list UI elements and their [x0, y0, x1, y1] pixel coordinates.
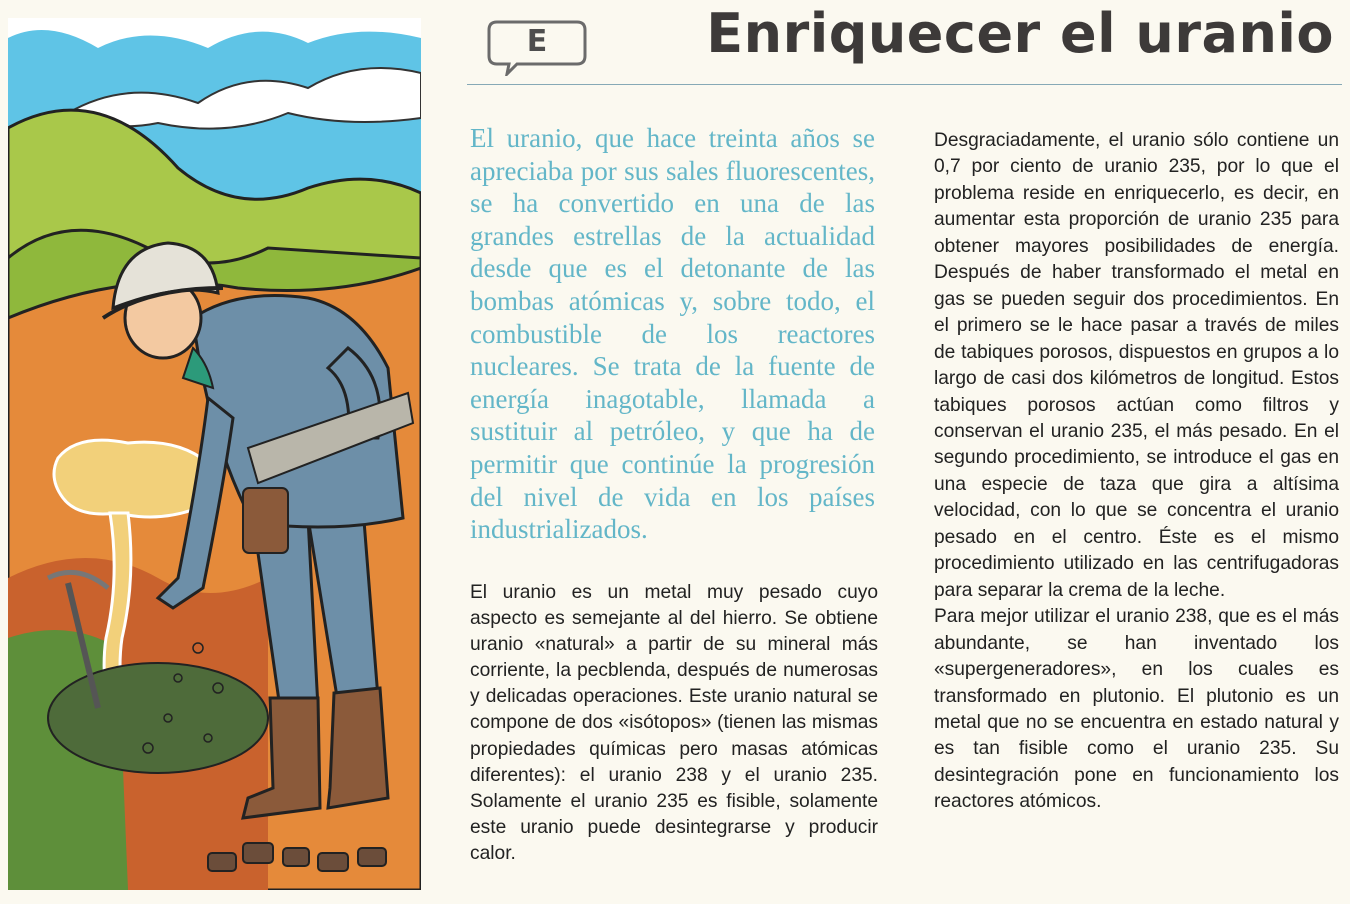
body-paragraph-2: Desgraciadamente, el uranio sólo contiene un 0,7 por ciento de uranio 235, por lo que el problema reside en enriquecerlo, es decir, en aumentar esta proporción de uranio 235 para obtener mayores posibilidades de energía. Después de haber transformado el metal en gas se pueden seguir dos procedimientos. En el primero se le hace pasar a través de miles de tabiques porosos, dispuestos en grupos a lo largo de casi dos kilómetros de longitud. Estos tabiques porosos actúan como filtros y conservan el uranio 235, el más pesado. En el segundo procedimiento, se introduce el gas en una especie de taza que gira a altísima velocidad, con lo que se concentra el uranio pesado en el centro. Éste es el mismo procedimiento utilizado en las centrifugadoras para separar la crema de la leche. — [934, 130, 1339, 601]
title-divider — [467, 84, 1342, 85]
body-paragraph-1: El uranio es un metal muy pesado cuyo aspecto es semejante al del hierro. Se obtiene uranio «natural» a partir de su mineral más corriente, la pecblenda, después de numerosas y delicadas operaciones. Este uranio natural se compone de dos «isótopos» (tienen las mismas propiedades químicas pero masas atómicas diferentes): el uranio 238 y el uranio 235. Solamente el uranio 235 es fisible, solamente este uranio puede desintegrarse y producir calor. — [470, 582, 878, 864]
right-column — [934, 128, 1339, 816]
body-paragraph-3: Para mejor utilizar el uranio 238, que es el más abundante, se han inventado los «supergeneradores», en los cuales es transformado en plutonio. El plutonio es un metal que no se encuentra en estado natural y es tan fisible como el uranio 235. Su desintegración pone en funcionamiento los reactores atómicos. — [934, 606, 1339, 813]
badge-letter: E — [526, 24, 548, 59]
intro-paragraph: El uranio, que hace treinta años se apreciaba por sus sales fluorescentes, se ha convertido en una de las grandes estrellas de la actualidad desde que es el detonante de las bombas atómicas y, sobre todo, el combustible de los reactores nucleares. Se trata de la fuente de energía inagotable, llamada a sustituir al petróleo, y que ha de permitir que continúe la progresión del nivel de vida en los países industrializados. — [470, 123, 875, 545]
page-title: Enriquecer el uranio — [706, 2, 1334, 65]
prospector-illustration — [8, 18, 421, 890]
section-badge — [487, 20, 587, 68]
